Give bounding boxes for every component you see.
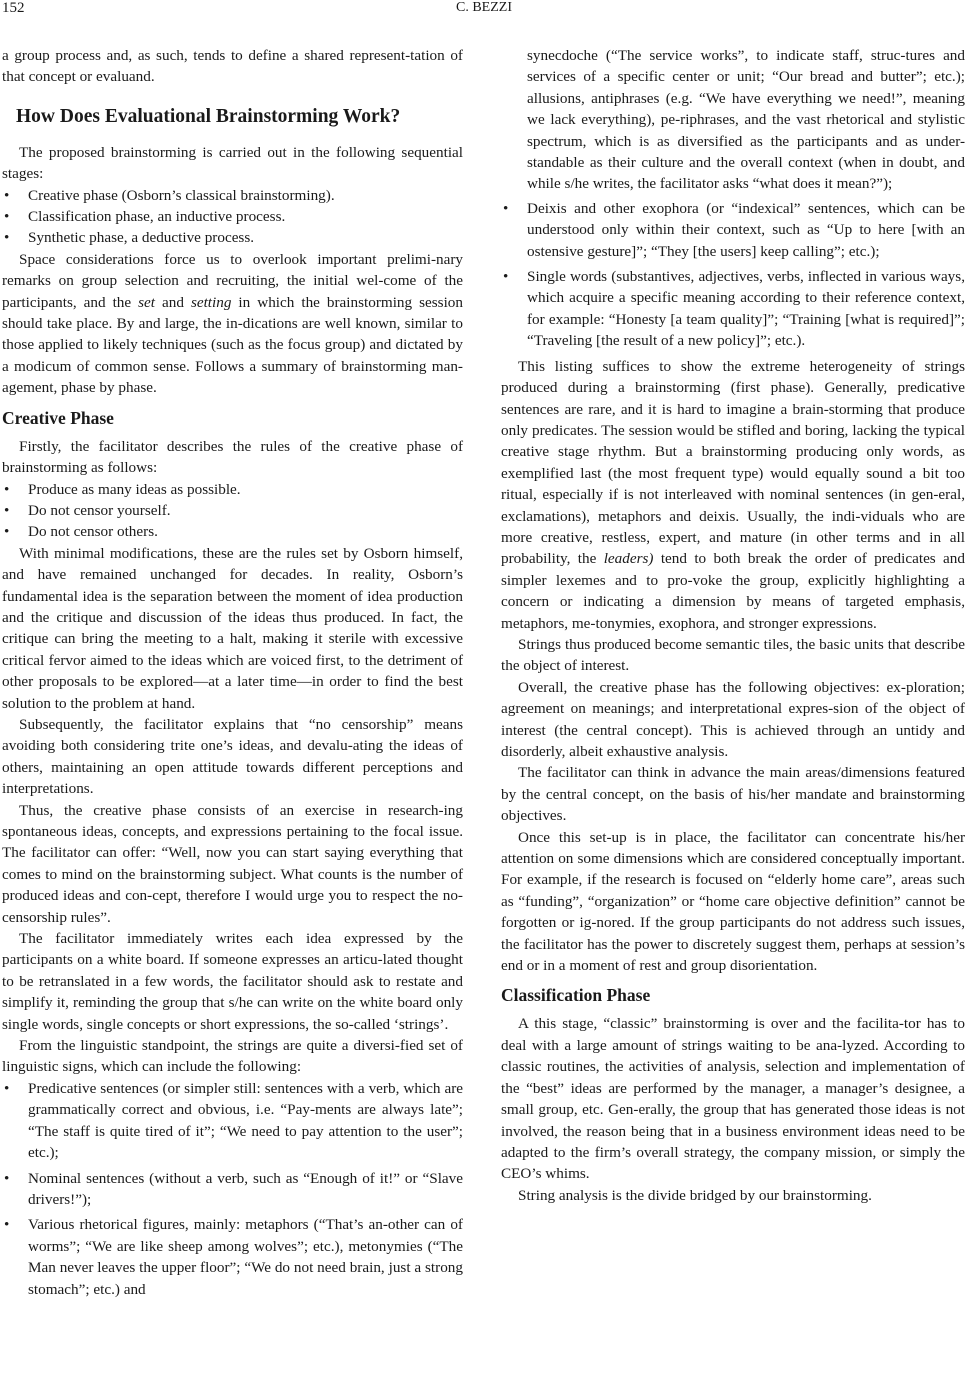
paragraph: The facilitator can think in advance the main areas/dimensions featured by the central concept, on the basis of his/her mandate and brainstorming objectives. [501, 764, 965, 825]
paragraph: a group process and, as such, tends to define a shared represent-tation of that concept or evaluand. [2, 47, 463, 86]
list-item: • Predicative sentences (or simpler still: sentences with a verb, which are grammatically correct and obvious, i.e. “Pay-ments are always late”; “The staff is quite tired of it”; “We need to pay attention to the user”; etc.); [2, 1078, 463, 1164]
list-item: • Single words (substantives, adjectives, verbs, inflected in various ways, which acquire a specific meaning according to their reference context, for example: “Honesty [a team quality]”; “Training [what is required]”; “Traveling [the result of a new policy]”; etc.). [501, 266, 965, 352]
stages-list [2, 185, 463, 249]
left-column [2, 45, 463, 1304]
list-item: • Various rhetorical figures, mainly: metaphors (“That’s an-other can of worms”; “We are like sheep among wolves”; etc.), metonymies (“The Man never leaves the upper floor”; “We do not need brain, just a strong stomach”; etc.) and [2, 1214, 463, 1300]
running-header [0, 0, 968, 22]
paragraph: Subsequently, the facilitator explains that “no censorship” means avoiding both considering trite one’s ideas, and devalu-ating the ideas of others, maintaining an open attitude towards different perceptions and interpretations. [2, 715, 463, 798]
paragraph: A this stage, “classic” brainstorming is over and the facilita-tor has to deal with a large amount of strings waiting to be ana-lyzed. According to classic routines, the activities of analysis, selection and implementation of the “best” ideas are performed by the manager, a manager’s designee, a small group, etc. Gen-erally, the group that has generated those ideas is not involved, the reason being that in a business environment ideas need to be adapted to the firm’s overall strategy, the company mission, or simply the CEO’s whims. [501, 1015, 965, 1183]
list-item: • Creative phase (Osborn’s classical brainstorming). [2, 185, 463, 206]
paragraph: The facilitator immediately writes each idea expressed by the participants on a white board. If someone expresses an articu-lated thought to be retranslated in a few words, the facilitator should ask to restate and simplify it, reminding the group that s/he can write on the white board only single words, single concepts or short expressions, the so-called ‘strings’. [2, 930, 463, 1033]
subsection-heading: Classification Phase [501, 985, 651, 1006]
right-column [501, 45, 965, 1206]
list-item: • Synthetic phase, a deductive process. [2, 227, 463, 248]
paragraph: The proposed brainstorming is carried out in the following sequential stages: [2, 143, 463, 183]
rules-list [2, 479, 463, 543]
paragraph: Strings thus produced become semantic tiles, the basic units that describe the object of interest. [501, 635, 965, 675]
paragraph: This listing suffices to show the extreme heterogeneity of strings produced during a brainstorming (first phase). Generally, predicative sentences are rare, and it is hard to imagine a brain-storming that produce only predicates. The session would be stifled and boring, lacking the typical creative stage rhythm. But a brainstorming producing only words, as exemplified last (the most frequent type) would equally sound a bit too ritual, especially if is not interleaved with nominal sentences (in gen-eral, exclamations), metaphors and deixis. Usually, the indi-viduals who are more creative, restless, expert, and mature (in other terms and in all probability, the leaders) tend to both break the order of predicates and simpler lexemes and to pro-voke the group, explicitly highlighting a concern or indicating a dimension by means of targeted emphasis, metaphors, me-tonymies, exophora, and stronger expressions. [501, 357, 965, 632]
list-item: • Classification phase, an inductive process. [2, 206, 463, 227]
signs-list-continued [501, 198, 965, 352]
paragraph: String analysis is the divide bridged by our brainstorming. [518, 1186, 872, 1204]
paragraph: Firstly, the facilitator describes the rules of the creative phase of brainstorming as follows: [2, 437, 463, 477]
page-number: 152 [2, 0, 25, 16]
list-item: • Deixis and other exophora (or “indexical” sentences, which can be understood only within their context, such as “Up to here [with an ostensive gesture]”; “They [the users] keep calling”; etc.); [501, 198, 965, 262]
paragraph: With minimal modifications, these are the rules set by Osborn himself, and have remained unchanged for decades. In reality, Osborn’s fundamental idea is the separation between the moment of idea production and the critique and discussion of the ideas thus produced. In fact, the critique can bring the meeting to a halt, making it sterile with excessive critical fervor aimed to the ideas which are voiced first, to the detriment of other proposals to be explored—at a later time—in order to find the best solution to the problem at hand. [2, 544, 463, 712]
paragraph: Overall, the creative phase has the following objectives: ex-ploration; agreement on meanings; and interpretational expres-sion of the object of interest (the central concept). This is achieved through an untidy and disorderly, albeit exhaustive analysis. [501, 678, 965, 760]
list-item: • Produce as many ideas as possible. [2, 479, 463, 500]
signs-list [2, 1078, 463, 1300]
list-item: • Do not censor others. [2, 521, 463, 542]
list-item: • Do not censor yourself. [2, 500, 463, 521]
list-item: • Nominal sentences (without a verb, such as “Enough of it!” or “Slave drivers!”); [2, 1168, 463, 1211]
running-author: C. BEZZI [456, 0, 512, 15]
section-heading: How Does Evaluational Brainstorming Work? [16, 105, 401, 127]
paragraph: Once this set-up is in place, the facilitator can concentrate his/her attention on some dimensions which are considered conceptually important. For example, if the research is focused on “elderly home care”, areas such as “funding”, “organization” or “home care objective definition” cannot be forgotten or ig-nored. If the group participants do not address such issues, the facilitator has the power to discretely suggest them, perhaps at session’s end or in a moment of rest and group disorientation. [501, 828, 965, 975]
paragraph: Space considerations force us to overlook important prelimi-nary remarks on group selection and recruiting, the initial wel-come of the participants, and the set and setting in which the brainstorming session should take place. By and large, the in-dications are well known, similar to those applied to likely techniques (such as the focus group) and dictated by a modicum of common sense. Follows a summary of brainstorming man-agement, phase by phase. [2, 250, 463, 397]
paragraph: Thus, the creative phase consists of an exercise in research-ing spontaneous ideas, concepts, and expressions pertaining to the focal issue. The facilitator can offer: “Well, now you can start saying everything that comes to mind on the brainstorming subject. What counts is the number of produced ideas and con-cept, therefore I would urge you to respect the no-censorship rules”. [2, 801, 463, 926]
list-item-continuation: synecdoche (“The service works”, to indicate staff, struc-tures and services of a specific center or unit; “Our bread and butter”; etc.); allusions, antiphrases (e.g. “We have everything we need!”, meaning we lack everything), pe-riphrases, and the vast rhetorical and stylistic spectrum, which is as diversified as the participants and as under-standable as their culture and the overall context (when in doubt, and while s/he writes, the facilitator asks “what does it mean?”); [527, 47, 965, 193]
subsection-heading: Creative Phase [2, 407, 114, 428]
paragraph: From the linguistic standpoint, the strings are quite a diversi-fied set of linguistic signs, which can include the following: [2, 1037, 463, 1076]
